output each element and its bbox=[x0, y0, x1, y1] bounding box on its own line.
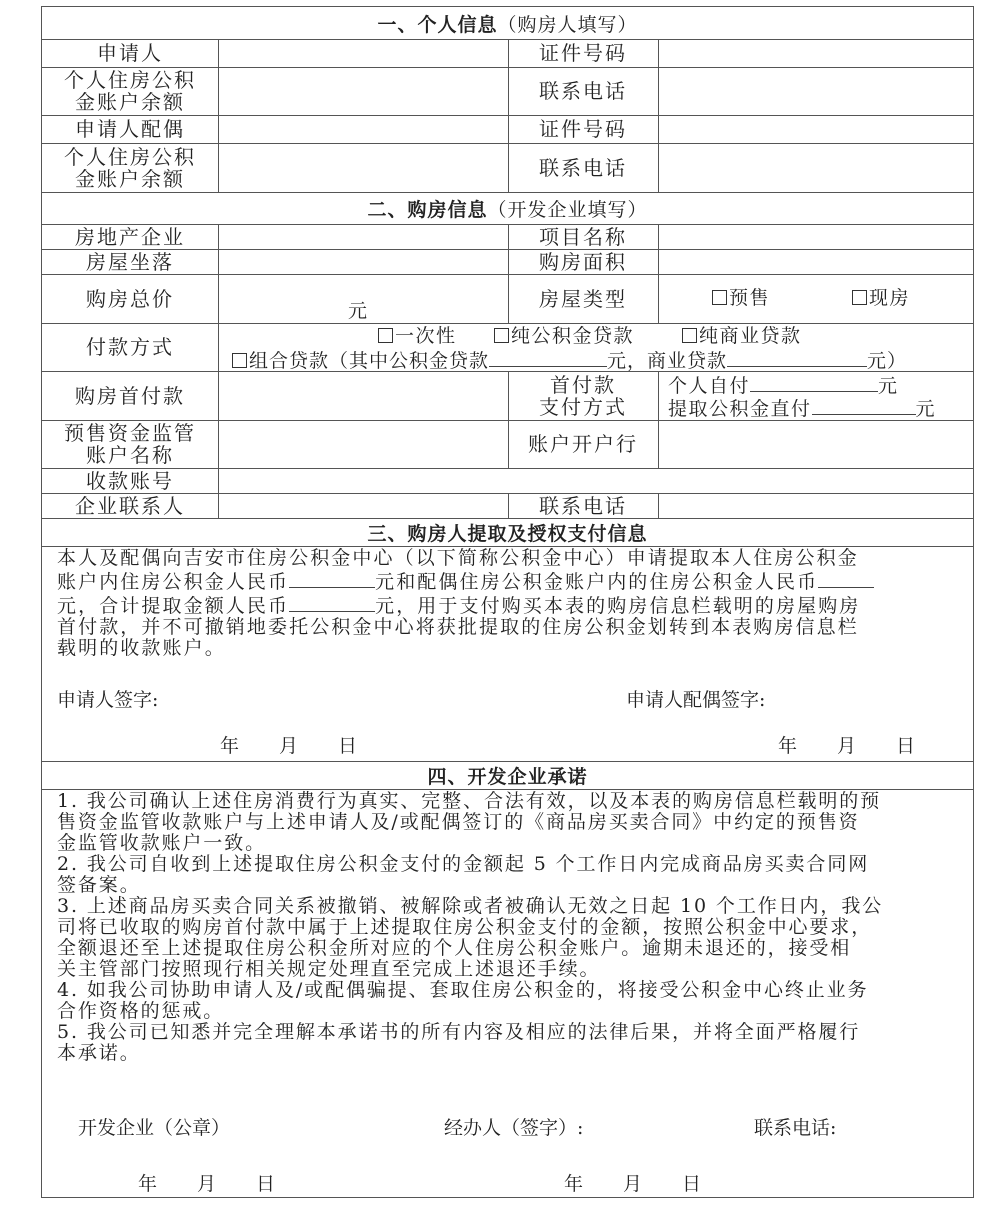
fund-pay-line bbox=[668, 396, 936, 420]
presale-checkbox[interactable] bbox=[712, 287, 770, 309]
month-label: 月 bbox=[197, 1173, 217, 1195]
self-pay-label: 个人自付 bbox=[668, 375, 751, 397]
commitment-line: 全额退还至上述提取住房公积金所对应的个人住房公积金账户。逾期未退还的，接受相 bbox=[57, 937, 852, 959]
commitment-line: 合作资格的惩戒。 bbox=[57, 1000, 225, 1022]
combo-loan-prefix: 组合贷款（其中公积金贷款 bbox=[249, 350, 490, 372]
section-1-header bbox=[42, 7, 973, 39]
developer-seal-label: 开发企业（公章） bbox=[78, 1117, 231, 1139]
checkbox-icon bbox=[378, 328, 393, 343]
commitment-line: 1. 我公司确认上述住房消费行为真实、完整、合法有效，以及本表的购房信息栏载明的预 bbox=[57, 790, 882, 812]
applicant-phone-label: 联系电话 bbox=[539, 79, 627, 103]
month-label: 月 bbox=[837, 735, 857, 757]
commitment-line: 3. 上述商品房买卖合同关系被撤销、被解除或者被确认无效之日起 10 个工作日内，我公 bbox=[57, 895, 884, 917]
year-label: 年 bbox=[220, 735, 240, 757]
fund-loan-amount-blank[interactable] bbox=[489, 348, 607, 367]
text-fragment: 元和配偶住房公积金账户内的住房公积金人民币 bbox=[375, 571, 819, 593]
developer-field[interactable] bbox=[218, 224, 508, 249]
lump-sum-label: 一次性 bbox=[395, 325, 457, 347]
location-field[interactable] bbox=[218, 249, 508, 274]
authorization-text bbox=[57, 548, 962, 659]
section-4-header bbox=[42, 761, 973, 789]
commitment-line: 4. 如我公司协助申请人及/或配偶骗提、套取住房公积金的，将接受公积金中心终止业务 bbox=[57, 979, 869, 1001]
fund-pay-amount-blank[interactable] bbox=[812, 396, 916, 415]
applicant-id-field[interactable] bbox=[658, 39, 974, 67]
house-type-options bbox=[658, 274, 974, 323]
lump-sum-checkbox[interactable] bbox=[378, 325, 457, 347]
section-4-title: 四、开发企业承诺 bbox=[427, 765, 588, 788]
handler-signature-label: 经办人（签字）: bbox=[444, 1117, 584, 1139]
applicant-id-label: 证件号码 bbox=[539, 41, 627, 65]
applicant-balance-field[interactable] bbox=[218, 67, 508, 115]
section-3-header bbox=[42, 518, 973, 546]
company-contact-field[interactable] bbox=[218, 493, 508, 518]
commitment-line: 5. 我公司已知悉并完全理解本承诺书的所有内容及相应的法律后果，并将全面严格履行 bbox=[57, 1021, 861, 1043]
label-line: 个人住房公积 bbox=[64, 68, 196, 92]
existing-house-label: 现房 bbox=[869, 287, 911, 309]
area-field[interactable] bbox=[658, 249, 974, 274]
checkbox-icon bbox=[712, 290, 727, 305]
applicant-label: 申请人 bbox=[97, 41, 163, 65]
label-line: 金账户余额 bbox=[75, 166, 185, 191]
down-payment-method-label bbox=[508, 371, 658, 420]
applicant-field[interactable] bbox=[218, 39, 508, 67]
total-price-label: 购房总价 bbox=[86, 286, 174, 311]
spouse-label: 申请人配偶 bbox=[75, 117, 185, 141]
down-payment-method-field bbox=[658, 371, 974, 420]
down-payment-label: 购房首付款 bbox=[75, 383, 185, 408]
developer-commitment-text bbox=[57, 791, 962, 1064]
company-phone-field[interactable] bbox=[658, 493, 974, 518]
applicant-amount-blank[interactable] bbox=[289, 569, 375, 588]
spouse-id-label: 证件号码 bbox=[539, 117, 627, 141]
label-line: 预售资金监管 bbox=[64, 421, 196, 445]
day-label: 日 bbox=[896, 735, 916, 757]
company-contact-label: 企业联系人 bbox=[75, 493, 185, 518]
spouse-date[interactable] bbox=[778, 735, 955, 757]
authorization-line bbox=[57, 569, 962, 593]
spouse-id-field[interactable] bbox=[658, 115, 974, 143]
month-label: 月 bbox=[623, 1173, 643, 1195]
month-label: 月 bbox=[279, 735, 299, 757]
section-2-header bbox=[42, 192, 973, 224]
account-number-label: 收款账号 bbox=[86, 468, 174, 493]
checkbox-icon bbox=[232, 353, 247, 368]
bank-field[interactable] bbox=[658, 420, 974, 468]
commitment-line: 金监管收款账户一致。 bbox=[57, 832, 267, 854]
payment-method-label: 付款方式 bbox=[86, 335, 174, 359]
commitment-line: 2. 我公司自收到上述提取住房公积金支付的金额起 5 个工作日内完成商品房买卖合同网 bbox=[57, 853, 870, 875]
applicant-phone-field[interactable] bbox=[658, 67, 974, 115]
combo-loan-suffix: 元） bbox=[867, 350, 908, 372]
section-1-note: （购房人填写） bbox=[497, 13, 638, 36]
self-pay-line bbox=[668, 373, 899, 397]
combo-loan-checkbox[interactable] bbox=[232, 348, 907, 372]
payment-method-options bbox=[218, 323, 974, 371]
checkbox-icon bbox=[682, 328, 697, 343]
commitment-line: 本承诺。 bbox=[57, 1042, 141, 1064]
spouse-phone-label: 联系电话 bbox=[539, 155, 627, 180]
down-payment-field[interactable] bbox=[218, 371, 508, 420]
commitment-line: 关主管部门按照现行相关规定处理直至完成上述退还手续。 bbox=[57, 958, 601, 980]
section-2-note: （开发企业填写） bbox=[487, 198, 648, 221]
section-3-title: 三、购房人提取及授权支付信息 bbox=[367, 522, 648, 545]
developer-phone-label: 联系电话: bbox=[754, 1117, 837, 1139]
spouse-balance-label bbox=[42, 143, 218, 192]
total-price-unit: 元 bbox=[348, 300, 369, 322]
section-1-title: 一、个人信息 bbox=[377, 13, 498, 36]
year-label: 年 bbox=[564, 1173, 584, 1195]
self-pay-amount-blank[interactable] bbox=[750, 373, 878, 392]
spouse-amount-blank[interactable] bbox=[818, 569, 874, 588]
total-amount-blank[interactable] bbox=[289, 593, 375, 612]
project-name-field[interactable] bbox=[658, 224, 974, 249]
day-label: 日 bbox=[338, 735, 358, 757]
day-label: 日 bbox=[682, 1173, 702, 1195]
label-line: 账户名称 bbox=[86, 443, 174, 467]
text-fragment: 元，合计提取金额人民币 bbox=[57, 595, 290, 617]
developer-label: 房地产企业 bbox=[75, 224, 185, 249]
authorization-line bbox=[57, 593, 962, 617]
authorization-line: 本人及配偶向吉安市住房公积金中心（以下简称公积金中心）申请提取本人住房公积金 bbox=[57, 547, 859, 569]
house-type-label: 房屋类型 bbox=[539, 286, 627, 311]
escrow-account-name-field[interactable] bbox=[218, 420, 508, 468]
fund-loan-checkbox[interactable] bbox=[494, 325, 634, 347]
developer-date[interactable] bbox=[138, 1173, 315, 1195]
bank-label: 账户开户行 bbox=[528, 432, 638, 456]
commercial-loan-amount-blank[interactable] bbox=[727, 348, 867, 367]
checkbox-icon bbox=[494, 328, 509, 343]
self-pay-unit: 元 bbox=[878, 375, 899, 397]
authorization-line: 载明的收款账户。 bbox=[57, 637, 226, 659]
year-label: 年 bbox=[138, 1173, 158, 1195]
applicant-date[interactable] bbox=[220, 735, 397, 757]
label-line: 支付方式 bbox=[539, 394, 627, 419]
commitment-line: 售资金监管收款账户与上述申请人及/或配偶签订的《商品房买卖合同》中约定的预售资 bbox=[57, 811, 860, 833]
account-number-field[interactable] bbox=[218, 468, 974, 493]
handler-date[interactable] bbox=[564, 1173, 741, 1195]
spouse-phone-field[interactable] bbox=[658, 143, 974, 192]
spouse-field[interactable] bbox=[218, 115, 508, 143]
fund-pay-label: 提取公积金直付 bbox=[668, 398, 812, 420]
commercial-loan-checkbox[interactable] bbox=[682, 325, 802, 347]
location-label: 房屋坐落 bbox=[86, 249, 174, 274]
spouse-signature-label: 申请人配偶签字: bbox=[626, 689, 766, 711]
area-label: 购房面积 bbox=[539, 249, 627, 274]
presale-label: 预售 bbox=[729, 287, 771, 309]
label-line: 金账户余额 bbox=[75, 90, 185, 114]
commercial-loan-label: 纯商业贷款 bbox=[699, 325, 802, 347]
authorization-line: 首付款，并不可撤销地委托公积金中心将获批提取的住房公积金划转到本表购房信息栏 bbox=[57, 616, 859, 638]
commitment-line: 司将已收取的购房首付款中属于上述提取住房公积金支付的金额，按照公积金中心要求， bbox=[57, 916, 873, 938]
day-label: 日 bbox=[256, 1173, 276, 1195]
label-line: 首付款 bbox=[550, 372, 616, 397]
project-name-label: 项目名称 bbox=[539, 224, 627, 249]
combo-loan-mid: 元，商业贷款 bbox=[607, 350, 728, 372]
spouse-balance-field[interactable] bbox=[218, 143, 508, 192]
existing-house-checkbox[interactable] bbox=[852, 287, 910, 309]
fund-loan-label: 纯公积金贷款 bbox=[511, 325, 635, 347]
text-fragment: 账户内住房公积金人民币 bbox=[57, 571, 290, 593]
applicant-balance-label bbox=[42, 67, 218, 115]
fund-pay-unit: 元 bbox=[915, 398, 937, 420]
commitment-line: 签备案。 bbox=[57, 874, 141, 896]
section-2-title: 二、购房信息 bbox=[367, 198, 488, 221]
housing-fund-withdrawal-form bbox=[41, 6, 974, 1198]
label-line: 个人住房公积 bbox=[64, 144, 196, 169]
text-fragment: 元，用于支付购买本表的购房信息栏载明的房屋购房 bbox=[375, 595, 861, 617]
escrow-account-name-label bbox=[42, 420, 218, 468]
total-price-field[interactable] bbox=[218, 274, 508, 323]
applicant-signature-label: 申请人签字: bbox=[57, 689, 159, 711]
year-label: 年 bbox=[778, 735, 798, 757]
company-phone-label: 联系电话 bbox=[539, 493, 627, 518]
checkbox-icon bbox=[852, 290, 867, 305]
